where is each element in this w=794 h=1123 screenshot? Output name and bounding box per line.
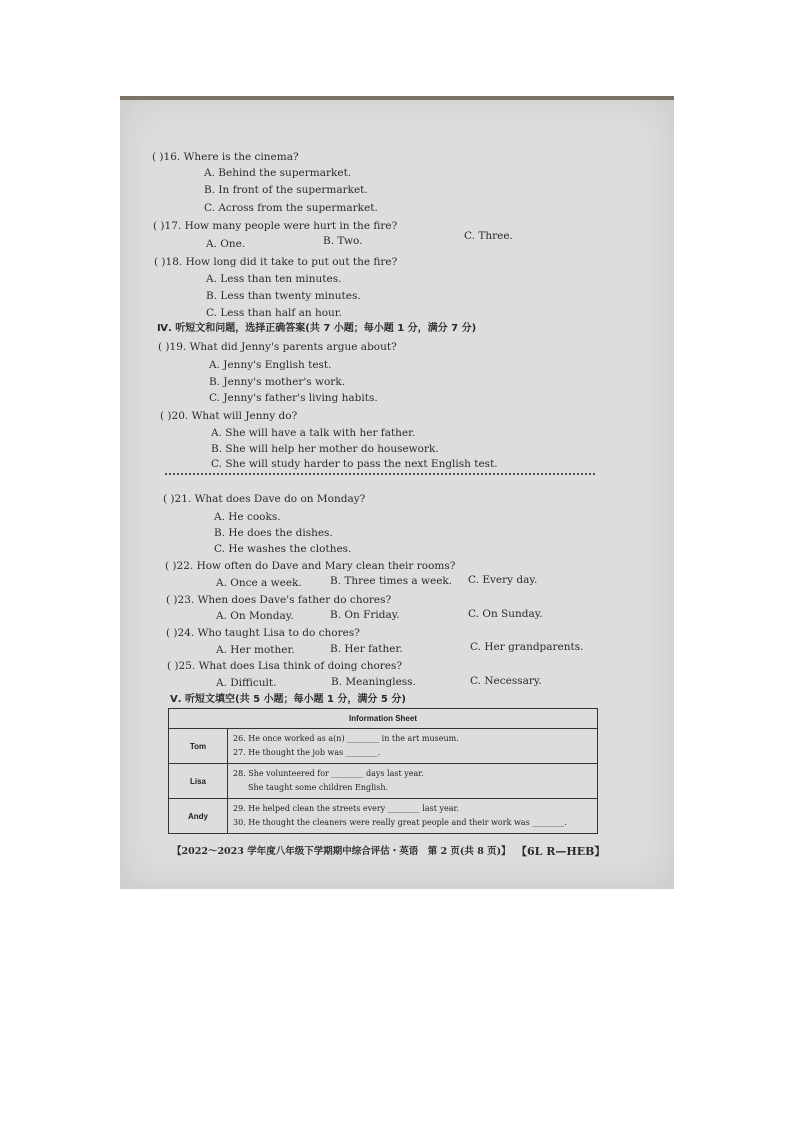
option-25a: A. Difficult.	[216, 677, 277, 689]
question-19: ( )19. What did Jenny's parents argue about?	[158, 341, 397, 353]
option-17c: C. Three.	[464, 230, 513, 242]
option-16a: A. Behind the supermarket.	[204, 167, 352, 179]
table-row	[169, 799, 598, 834]
option-18c: C. Less than half an hour.	[206, 307, 342, 319]
table-row	[169, 729, 598, 764]
option-24c: C. Her grandparents.	[470, 641, 584, 653]
option-22b: B. Three times a week.	[330, 575, 453, 587]
row-name-andy: Andy	[169, 799, 228, 834]
option-17b: B. Two.	[323, 235, 363, 247]
lisa-note: She taught some children English.	[248, 783, 389, 792]
option-19a: A. Jenny's English test.	[209, 359, 332, 371]
row-body-andy	[228, 799, 598, 834]
question-18: ( )18. How long did it take to put out the fire?	[154, 256, 398, 268]
option-19c: C. Jenny's father's living habits.	[209, 392, 378, 404]
option-20a: A. She will have a talk with her father.	[211, 427, 416, 439]
option-23b: B. On Friday.	[330, 609, 400, 621]
question-23: ( )23. When does Dave's father do chores?	[166, 594, 392, 606]
option-22a: A. Once a week.	[216, 577, 302, 589]
question-25: ( )25. What does Lisa think of doing chores?	[167, 660, 403, 672]
blank-29: 29. He helped clean the streets every ________ last year.	[233, 804, 459, 813]
section-5-heading: Ⅴ. 听短文填空(共 5 小题；每小题 1 分，满分 5 分)	[170, 694, 406, 705]
option-24b: B. Her father.	[330, 643, 403, 655]
option-21b: B. He does the dishes.	[214, 527, 333, 539]
option-20b: B. She will help her mother do housework.	[211, 443, 439, 455]
table-row	[169, 764, 598, 799]
footer-code: 【6L R—HEB】	[516, 845, 606, 858]
section-4-heading: Ⅳ. 听短文和问题，选择正确答案(共 7 小题；每小题 1 分，满分 7 分)	[157, 323, 477, 334]
option-17a: A. One.	[206, 238, 246, 250]
option-18a: A. Less than ten minutes.	[206, 273, 342, 285]
blank-28: 28. She volunteered for ________ days last year.	[233, 769, 424, 778]
row-body-lisa	[228, 764, 598, 799]
option-19b: B. Jenny's mother's work.	[209, 376, 346, 388]
row-body-tom	[228, 729, 598, 764]
option-23a: A. On Monday.	[216, 610, 294, 622]
question-16: ( )16. Where is the cinema?	[152, 151, 299, 163]
option-21c: C. He washes the clothes.	[214, 543, 352, 555]
dotted-separator	[165, 473, 595, 475]
information-sheet-title: Information Sheet	[169, 709, 598, 729]
page-top-edge	[120, 96, 674, 100]
question-21: ( )21. What does Dave do on Monday?	[163, 493, 366, 505]
blank-27: 27. He thought the job was ________.	[233, 748, 381, 757]
option-21a: A. He cooks.	[214, 511, 281, 523]
option-22c: C. Every day.	[468, 574, 538, 586]
option-24a: A. Her mother.	[216, 644, 295, 656]
blank-30: 30. He thought the cleaners were really great people and their work was ________.	[233, 818, 567, 827]
footer-page-info: 【2022～2023 学年度八年级下学期期中综合评估・英语 第 2 页(共 8 页)】	[172, 846, 511, 857]
option-16b: B. In front of the supermarket.	[204, 184, 368, 196]
question-17: ( )17. How many people were hurt in the fire?	[153, 220, 398, 232]
option-25c: C. Necessary.	[470, 675, 542, 687]
option-23c: C. On Sunday.	[468, 608, 543, 620]
question-20: ( )20. What will Jenny do?	[160, 410, 298, 422]
blank-26: 26. He once worked as a(n) ________ in the art museum.	[233, 734, 459, 743]
row-name-lisa: Lisa	[169, 764, 228, 799]
information-sheet-table	[168, 708, 598, 834]
option-25b: B. Meaningless.	[331, 676, 416, 688]
row-name-tom: Tom	[169, 729, 228, 764]
question-22: ( )22. How often do Dave and Mary clean their rooms?	[165, 560, 456, 572]
question-24: ( )24. Who taught Lisa to do chores?	[166, 627, 360, 639]
option-20c: C. She will study harder to pass the next English test.	[211, 458, 498, 470]
option-16c: C. Across from the supermarket.	[204, 202, 378, 214]
scanned-exam-page	[120, 96, 674, 889]
option-18b: B. Less than twenty minutes.	[206, 290, 361, 302]
